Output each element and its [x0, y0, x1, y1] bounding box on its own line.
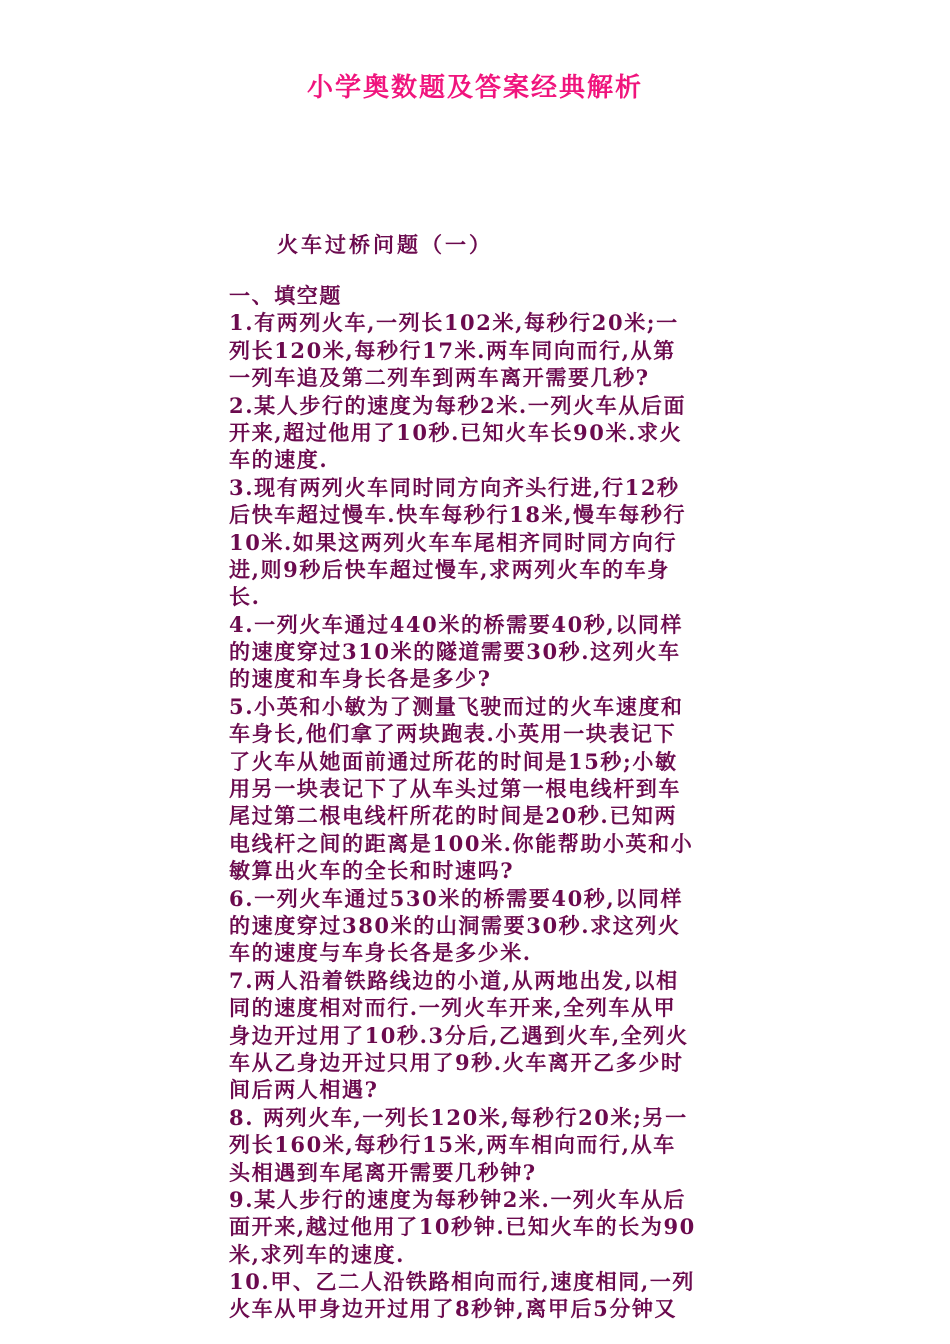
text-line: 电线杆之间的距离是100米.你能帮助小英和小: [229, 830, 694, 856]
page-title: 小学奥数题及答案经典解析: [306, 73, 643, 103]
text-line: 开来,超过他用了10秒.已知火车长90米.求火: [229, 419, 683, 445]
text-line: 头相遇到车尾离开需要几秒钟?: [229, 1159, 537, 1185]
text-line: 一列车追及第二列车到两车离开需要几秒?: [229, 365, 650, 391]
text-line: 7.两人沿着铁路线边的小道,从两地出发,以相: [229, 967, 679, 993]
text-line: 10.甲、乙二人沿铁路相向而行,速度相同,一列: [229, 1269, 695, 1295]
text-line: 4.一列火车通过440米的桥需要40秒,以同样: [229, 611, 684, 637]
text-line: 火车从甲身边开过用了8秒钟,离甲后5分钟又: [229, 1296, 678, 1322]
text-line: 米,求列车的速度.: [229, 1241, 406, 1267]
text-line: 车的速度.: [229, 447, 329, 473]
text-line: 列长160米,每秒行15米,两车相向而行,从车: [229, 1132, 676, 1158]
text-line: 3.现有两列火车同时同方向齐头行进,行12秒: [229, 474, 680, 500]
subsection-heading: 一、填空题: [229, 283, 342, 308]
text-line: 间后两人相遇?: [229, 1077, 379, 1103]
text-line: 的速度穿过310米的隧道需要30秒.这列火车: [229, 639, 681, 665]
text-line: 面开来,越过他用了10秒钟.已知火车的长为90: [229, 1214, 696, 1240]
text-line: 车身长,他们拿了两块跑表.小英用一块表记下: [229, 721, 677, 747]
text-line: 1.有两列火车,一列长102米,每秒行20米;一: [229, 310, 679, 336]
text-line: 车从乙身边开过只用了9秒.火车离开乙多少时: [229, 1049, 684, 1075]
text-line: 车的速度与车身长各是多少米.: [229, 940, 532, 966]
text-line: 的速度和车身长各是多少?: [229, 666, 492, 692]
text-line: 进,则9秒后快车超过慢车,求两列火车的车身: [229, 556, 670, 582]
text-line: 的速度穿过380米的山洞需要30秒.求这列火: [229, 912, 681, 938]
text-line: 敏算出火车的全长和时速吗?: [229, 858, 515, 884]
text-line: 身边开过用了10秒.3分后,乙遇到火车,全列火: [229, 1022, 689, 1048]
text-line: 长.: [229, 584, 261, 610]
text-line: 5.小英和小敏为了测量飞驶而过的火车速度和: [229, 693, 684, 719]
text-line: 了火车从她面前通过所花的时间是15秒;小敏: [229, 748, 678, 774]
text-line: 用另一块表记下了从车头过第一根电线杆到车: [229, 776, 681, 802]
text-line: 6.一列火车通过530米的桥需要40秒,以同样: [229, 885, 684, 911]
text-line: 同的速度相对而行.一列火车开来,全列车从甲: [229, 995, 677, 1021]
text-line: 10米.如果这两列火车车尾相齐同时同方向行: [229, 529, 678, 555]
text-line: 尾过第二根电线杆所花的时间是20秒.已知两: [229, 803, 678, 829]
text-line: 后快车超过慢车.快车每秒行18米,慢车每秒行: [229, 502, 687, 528]
text-line: 2.某人步行的速度为每秒2米.一列火车从后面: [229, 392, 687, 418]
text-line: 9.某人步行的速度为每秒钟2米.一列火车从后: [229, 1186, 687, 1212]
section-heading: 火车过桥问题（一）: [277, 232, 493, 257]
problem-text-block: [229, 282, 729, 1323]
text-line: 列长120米,每秒行17米.两车同向而行,从第: [229, 337, 676, 363]
text-line: 8. 两列火车,一列长120米,每秒行20米;另一: [229, 1104, 688, 1130]
